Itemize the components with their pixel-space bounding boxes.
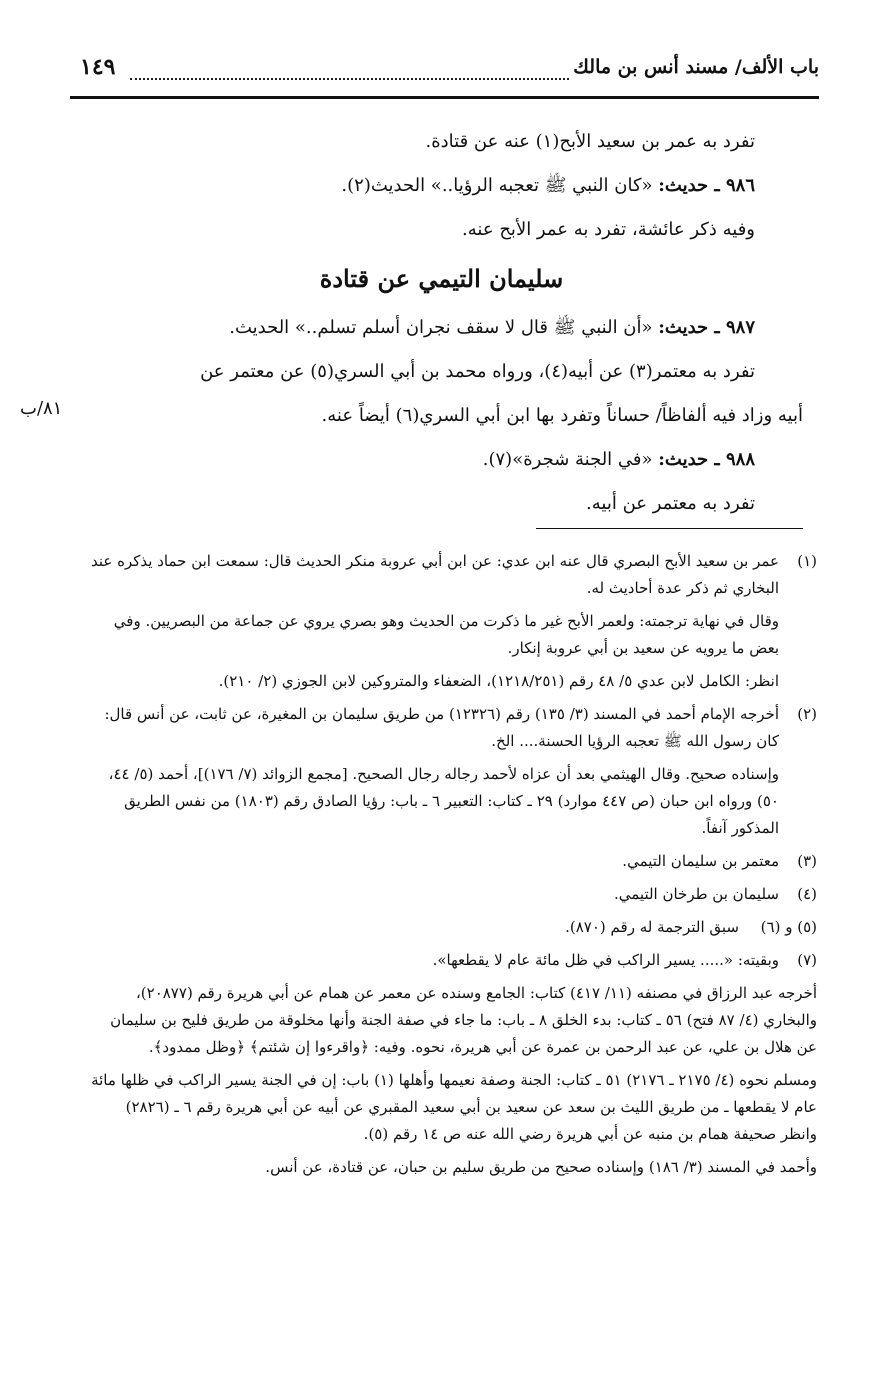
footnote-paragraph: معتمر بن سليمان التيمي. (622, 852, 779, 870)
footnote-1 (86, 548, 817, 701)
hadith-number: ٩٨٧ ـ حديث: (658, 317, 755, 338)
footnote-number: (٣) (797, 852, 817, 870)
hadith-987 (80, 306, 803, 350)
paragraph: وفيه ذكر عائشة، تفرد به عمر الأبح عنه. (462, 219, 755, 240)
footnote-number: (٥) و (٦) (760, 918, 817, 936)
footnote-number: (٤) (797, 885, 817, 903)
page-number: ١٤٩ (80, 54, 116, 80)
header-rule (70, 96, 819, 99)
paragraph: تفرد به معتمر(٣) عن أبيه(٤)، ورواه محمد بن أبي السري(٥) عن معتمر عن (200, 361, 755, 382)
section-title: سليمان التيمي عن قتادة (319, 264, 564, 293)
footnote-paragraph: سليمان بن طرخان التيمي. (613, 885, 779, 903)
footnote-paragraph: وقال في نهاية ترجمته: ولعمر الأبح غير ما ذكرت من الحديث وهو بصري يروي عن جماعة من البصريين. وفي بعض ما يرويه عن سعيد بن أبي عروبة إنكار. (113, 612, 779, 657)
footnote-paragraph: أخرجه عبد الرزاق في مصنفه (١١/ ٤١٧) كتاب: الجامع وسنده عن معمر عن همام عن أبي هريرة رقم (٢٠٨٧٧)، والبخاري (٤/ ٨٧ فتح) ٥٦ ـ كتاب: بدء الخلق ٨ ـ باب: ما جاء في صفة الجنة وأنها مخلوقة من طريق فليح بن سليمان عن هلال بن علي، عن عبد الرحمن بن عمرة عن أبي هريرة، نحوه. وفيه: ﴿واقرءوا إن شئتم﴾ ﴿وظل ممدود﴾. (110, 984, 817, 1056)
footnote-paragraph: وإسناده صحيح. وقال الهيثمي بعد أن عزاه لأحمد رجاله رجال الصحيح. [مجمع الزوائد (٧/ ١٧٦)]، أحمد (٥/ ٤٤، ٥٠) ورواه ابن حبان (ص ٤٤٧ موارد) ٢٩ ـ كتاب: التعبير ٦ ـ باب: رؤيا الصادق رقم (١٨٠٣) من نفس الطريق المذكور آنفاً. (108, 765, 779, 837)
hadith-number: ٩٨٦ ـ حديث: (658, 175, 755, 196)
footnote-paragraph: انظر: الكامل لابن عدي ٥/ ٤٨ رقم (١٢١٨/٢٥١)، الضعفاء والمتروكين لابن الجوزي (٢/ ٢١٠). (218, 672, 779, 690)
footnote-paragraph: عمر بن سعيد الأبح البصري قال عنه ابن عدي: عن ابن أبي عروبة منكر الحديث قال: سمعت ابن حماد يذكره عند البخاري ثم ذكر عدة أحاديث له. (91, 552, 779, 597)
page-header (70, 52, 819, 92)
footnote-body (86, 701, 779, 848)
main-text (80, 120, 803, 526)
footnote-paragraph: وأحمد في المسند (٣/ ١٨٦) وإسناده صحيح من طريق سليم بن حبان، عن قتادة، عن أنس. (265, 1158, 817, 1176)
hadith-986 (80, 164, 803, 208)
hadith-text: «في الجنة شجرة»(٧). (482, 449, 653, 470)
header-dotted-leader (130, 78, 569, 80)
footnote-7 (86, 947, 817, 980)
footnote-paragraph: سبق الترجمة له رقم (٨٧٠). (565, 918, 739, 936)
hadith-text: «أن النبي ﷺ قال لا سقف نجران أسلم تسلم..» الحديث. (229, 317, 653, 338)
footnote-3 (86, 848, 817, 881)
paragraph: تفرد به معتمر عن أبيه. (586, 493, 755, 514)
paragraph: أبيه وزاد فيه ألفاظاً/ حساناً وتفرد بها ابن أبي السري(٦) أيضاً عنه. (321, 405, 803, 426)
footnote-separator (536, 528, 803, 529)
hadith-number: ٩٨٨ ـ حديث: (658, 449, 755, 470)
footnote-number: (٧) (797, 951, 817, 969)
footnote-4 (86, 881, 817, 914)
running-title: باب الألف/ مسند أنس بن مالك (573, 56, 819, 78)
manuscript-folio-marker: ٨١/ب (20, 398, 63, 419)
footnote-paragraph: أخرجه الإمام أحمد في المسند (٣/ ١٣٥) رقم (١٢٣٢٦) من طريق سليمان بن المغيرة، عن ثابت، عن أنس قال: كان رسول الله ﷺ تعجبه الرؤيا الحسنة.... الخ. (104, 705, 779, 750)
footnote-number: (٢) (797, 705, 817, 723)
paragraph: تفرد به عمر بن سعيد الأبح(١) عنه عن قتادة. (425, 131, 755, 152)
footnote-paragraph: وبقيته: «..... يسير الراكب في ظل مائة عام لا يقطعها». (432, 951, 779, 969)
footnotes (86, 548, 817, 1187)
hadith-988 (80, 438, 803, 482)
hadith-text: «كان النبي ﷺ تعجبه الرؤيا..» الحديث(٢). (341, 175, 653, 196)
footnote-number: (١) (797, 552, 817, 570)
footnote-paragraph: ومسلم نحوه (٤/ ٢١٧٥ ـ ٢١٧٦) ٥١ ـ كتاب: الجنة وصفة نعيمها وأهلها (١) باب: إن في الجنة يسير الراكب في ظلها مائة عام لا يقطعها ـ من طريق الليث بن سعد عن سعيد بن أبي سعيد المقبري عن أبيه عن أبي هريرة رقم ٦ ـ (٢٨٢٦) وانظر صحيفة همام بن منبه عن أبي هريرة رضي الله عنه ص ١٤ رقم (٥). (91, 1071, 817, 1143)
footnote-body (86, 548, 779, 701)
footnote-2 (86, 701, 817, 848)
footnote-5-6 (86, 914, 817, 947)
